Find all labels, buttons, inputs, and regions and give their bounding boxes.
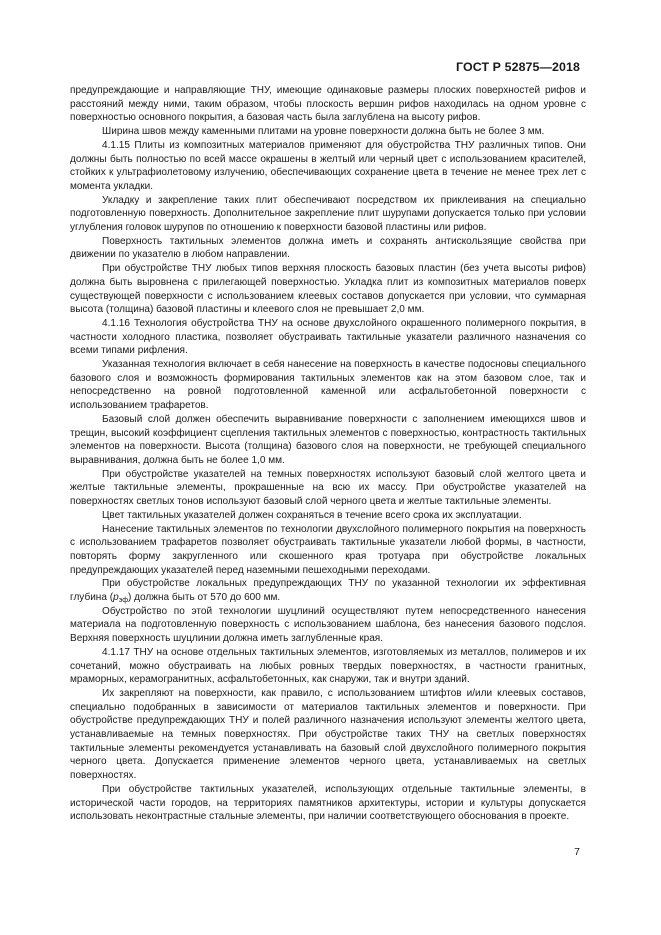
paragraph: Базовый слой должен обеспечить выравнивание поверхности с заполнением имеющихся швов и трещин, высокий коэффициент сцепления тактильных элементов с поверхностью, контрастность тактильных элементов на поверхности. Высота (толщина) базового слоя на поверхности, не требующей специального выравнивания, должна быть не более 1,0 мм.	[70, 413, 586, 466]
document-header: ГОСТ Р 52875—2018	[456, 60, 580, 74]
paragraph-effective-depth	[70, 577, 586, 604]
page-number: 7	[574, 846, 580, 858]
paragraph: При обустройстве указателей на темных поверхностях используют базовый слой желтого цвета и желтые тактильные элементы, прокрашенные на всю их массу. При обустройстве указателей на поверхностях светлых тонов используют базовый слой черного цвета и желтые тактильные элементы.	[70, 468, 586, 508]
paragraph: Нанесение тактильных элементов по технологии двухслойного полимерного покрытия на поверхность с использованием трафаретов позволяет обустраивать тактильные указатели любой формы, в частности, повторять форму закругленного или скошенного края тротуара при обустройстве локальных предупреждающих указателей перед наземными пешеходными переходами.	[70, 523, 586, 576]
text-after: ) должна быть от 570 до 600 мм.	[128, 592, 281, 604]
paragraph: Ширина швов между каменными плитами на уровне поверхности должна быть не более 3 мм.	[102, 126, 545, 138]
page-body	[70, 84, 586, 824]
paragraph: Поверхность тактильных элементов должна иметь и сохранять антискользящие свойства при движении по указателю в любом направлении.	[70, 235, 586, 261]
subscript-ef: эф	[118, 597, 129, 605]
paragraph: При обустройстве тактильных указателей, использующих отдельные тактильные элементы, в исторической части городов, на территориях памятников архитектуры, истории и культуры допускается использовать неконтрастные стальные элементы, при наличии соответствующего обоснования в проекте.	[70, 783, 586, 823]
paragraph: Указанная технология включает в себя нанесение на поверхность в качестве подосновы специального базового слоя и возможность формирования тактильных элементов как на этом базовом слое, так и непосредственно на ровной подготовленной каменной или асфальтобетонной поверхности с использованием трафаретов.	[70, 359, 586, 412]
paragraph: Цвет тактильных указателей должен сохраняться в течение всего срока их эксплуатации.	[102, 509, 522, 521]
paragraph-continuation: предупреждающие и направляющие ТНУ, имеющие одинаковые размеры плоских поверхностей рифов и расстояний между ними, таким образом, чтобы плоскость вершин рифов находилась на одном уровне с поверхностью основного покрытия, а базовая часть была заглублена на высоту рифов.	[70, 85, 586, 124]
symbol-p: p	[113, 592, 119, 604]
text-before: При обустройстве локальных предупреждающих ТНУ по указанной технологии их эффективная глубина (	[70, 578, 586, 604]
paragraph: Их закрепляют на поверхности, как правило, с использованием штифтов и/или клеевых составов, специально подобранных в зависимости от материалов тактильных элементов и поверхности. При обустройстве предупреждающих ТНУ и полей различного назначения используют элементы желтого цвета, устанавливаемые на темных поверхностях. При обустройстве таких ТНУ на светлых поверхностях тактильные элементы рекомендуется устанавливать на базовый слой двухслойного полимерного покрытия черного цвета. Допускается применение элементов черного цвета, устанавливаемых на светлых поверхностях.	[70, 687, 586, 782]
paragraph-4-1-17: 4.1.17 ТНУ на основе отдельных тактильных элементов, изготовляемых из металлов, полимеров и их сочетаний, можно обустраивать на любых ровных твердых поверхностях, в частности гранитных, мраморных, керамогранитных, асфальтобетонных, как снаружи, так и внутри зданий.	[70, 646, 586, 686]
paragraph: При обустройстве ТНУ любых типов верхняя плоскость базовых пластин (без учета высоты рифов) должна быть выровнена с прилегающей поверхностью. Укладка плит из композитных материалов поверх существующей поверхности с использованием клеевых составов допускается при условии, что суммарная высота (толщина) базовой пластины и клеевого слоя не превышает 2,0 мм.	[70, 263, 586, 316]
paragraph-4-1-15: 4.1.15 Плиты из композитных материалов применяют для обустройства ТНУ различных типов. Они должны быть полностью по всей массе окрашены в желтый или черный цвет с использованием красителей, стойких к ультрафиолетовому излучению, обеспечивающих сохранение цвета в течение не менее трех лет с момента укладки.	[70, 139, 586, 192]
paragraph: Укладку и закрепление таких плит обеспечивают посредством их приклеивания на специально подготовленную поверхность. Дополнительное закрепление плит шурупами допускается только при условии углубления головок шурупов по отношению к поверхности базовой пластины или рифов.	[70, 194, 586, 234]
paragraph-4-1-16: 4.1.16 Технология обустройства ТНУ на основе двухслойного окрашенного полимерного покрытия, в частности холодного пластика, позволяет обустраивать тактильные указатели различного назначения со всеми типами рифления.	[70, 317, 586, 357]
paragraph: Обустройство по этой технологии шуцлиний осуществляют путем непосредственного нанесения материала на подготовленную поверхность с использованием шаблона, без нанесения базового подслоя. Верхняя поверхность шуцлинии должна иметь заглубленные края.	[70, 605, 586, 645]
